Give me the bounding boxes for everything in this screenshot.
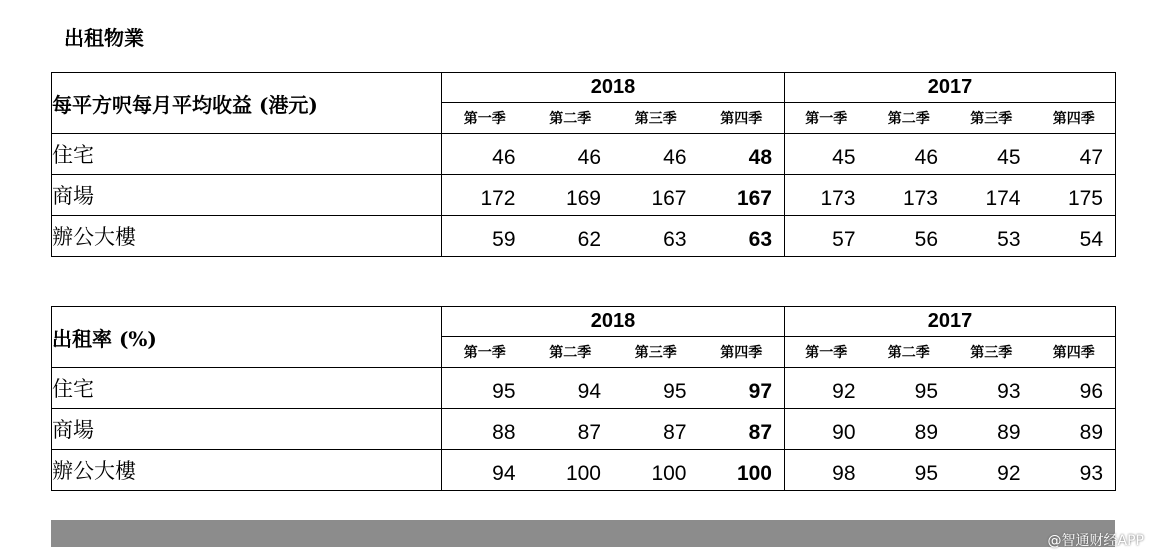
row-label: 住宅 — [52, 134, 442, 175]
quarter-label: 第三季 — [634, 345, 677, 361]
quarter-label: 第一季 — [805, 111, 848, 127]
quarter-label: 第四季 — [1052, 345, 1095, 361]
row-label: 辦公大樓 — [52, 216, 442, 257]
cell-value: 92 — [832, 380, 856, 403]
watermark: @智通财经APP — [1047, 533, 1144, 549]
cell-value: 92 — [997, 462, 1021, 485]
occupancy-rate-table — [51, 306, 1116, 491]
cell-value: 63 — [663, 228, 687, 251]
cell-value: 96 — [1079, 380, 1103, 403]
quarter-label: 第四季 — [1052, 111, 1095, 127]
cell-value: 90 — [832, 421, 856, 444]
quarter-headers-2018 — [442, 337, 785, 368]
table-row — [52, 368, 1116, 409]
cell-value: 89 — [997, 421, 1021, 444]
cell-value: 95 — [492, 380, 516, 403]
cell-value: 62 — [577, 228, 601, 251]
cell-value: 45 — [832, 146, 856, 169]
quarter-label: 第二季 — [549, 345, 592, 361]
cell-value: 87 — [577, 421, 601, 444]
rental-income-table — [51, 72, 1116, 257]
cell-value: 53 — [997, 228, 1021, 251]
table-row — [52, 216, 1116, 257]
cell-value: 173 — [902, 187, 938, 210]
row-label: 商場 — [52, 175, 442, 216]
table-row — [52, 450, 1116, 491]
table-row — [52, 175, 1116, 216]
cell-value: 46 — [577, 146, 601, 169]
quarter-label: 第四季 — [720, 345, 763, 361]
cell-value: 93 — [1079, 462, 1103, 485]
cell-value: 175 — [1067, 187, 1103, 210]
quarter-headers-2017 — [785, 337, 1116, 368]
cell-value: 89 — [914, 421, 938, 444]
quarter-label: 第一季 — [805, 345, 848, 361]
quarter-label: 第一季 — [463, 345, 506, 361]
year-header-2018: 2018 — [442, 307, 785, 337]
table-header-label: 每平方呎每月平均收益 (港元) — [52, 73, 442, 134]
cell-value: 95 — [914, 462, 938, 485]
cell-value: 169 — [565, 187, 601, 210]
cell-value: 46 — [663, 146, 687, 169]
cell-value: 100 — [736, 462, 772, 485]
quarter-headers-2018 — [442, 103, 785, 134]
quarter-label: 第二季 — [549, 111, 592, 127]
cell-value: 167 — [651, 187, 687, 210]
cell-value: 97 — [748, 380, 772, 403]
row-label: 住宅 — [52, 368, 442, 409]
row-label: 商場 — [52, 409, 442, 450]
cell-value: 59 — [492, 228, 516, 251]
year-header-2017: 2017 — [785, 73, 1116, 103]
cell-value: 100 — [651, 462, 687, 485]
table-row — [52, 134, 1116, 175]
cell-value: 95 — [914, 380, 938, 403]
cell-value: 87 — [748, 421, 772, 444]
quarter-label: 第二季 — [887, 111, 930, 127]
cell-value: 93 — [997, 380, 1021, 403]
quarter-label: 第二季 — [887, 345, 930, 361]
cell-value: 88 — [492, 421, 516, 444]
cell-value: 57 — [832, 228, 856, 251]
cell-value: 87 — [663, 421, 687, 444]
cell-value: 167 — [736, 187, 772, 210]
cell-value: 54 — [1079, 228, 1103, 251]
quarter-headers-2017 — [785, 103, 1116, 134]
quarter-label: 第三季 — [634, 111, 677, 127]
cell-value: 94 — [492, 462, 516, 485]
cell-value: 174 — [985, 187, 1021, 210]
cell-value: 100 — [565, 462, 601, 485]
quarter-label: 第四季 — [720, 111, 763, 127]
table-row — [52, 409, 1116, 450]
cell-value: 47 — [1079, 146, 1103, 169]
cell-value: 46 — [914, 146, 938, 169]
quarter-label: 第一季 — [463, 111, 506, 127]
cell-value: 89 — [1079, 421, 1103, 444]
cell-value: 98 — [832, 462, 856, 485]
cell-value: 95 — [663, 380, 687, 403]
row-label: 辦公大樓 — [52, 450, 442, 491]
cell-value: 63 — [748, 228, 772, 251]
cell-value: 45 — [997, 146, 1021, 169]
cell-value: 172 — [480, 187, 516, 210]
table-header-label: 出租率 (%) — [52, 307, 442, 368]
cell-value: 46 — [492, 146, 516, 169]
cell-value: 173 — [820, 187, 856, 210]
footer-bar — [51, 520, 1115, 547]
year-header-2018: 2018 — [442, 73, 785, 103]
quarter-label: 第三季 — [970, 111, 1013, 127]
cell-value: 48 — [748, 146, 772, 169]
quarter-label: 第三季 — [970, 345, 1013, 361]
year-header-2017: 2017 — [785, 307, 1116, 337]
page-title: 出租物業 — [64, 26, 144, 50]
cell-value: 94 — [577, 380, 601, 403]
cell-value: 56 — [914, 228, 938, 251]
